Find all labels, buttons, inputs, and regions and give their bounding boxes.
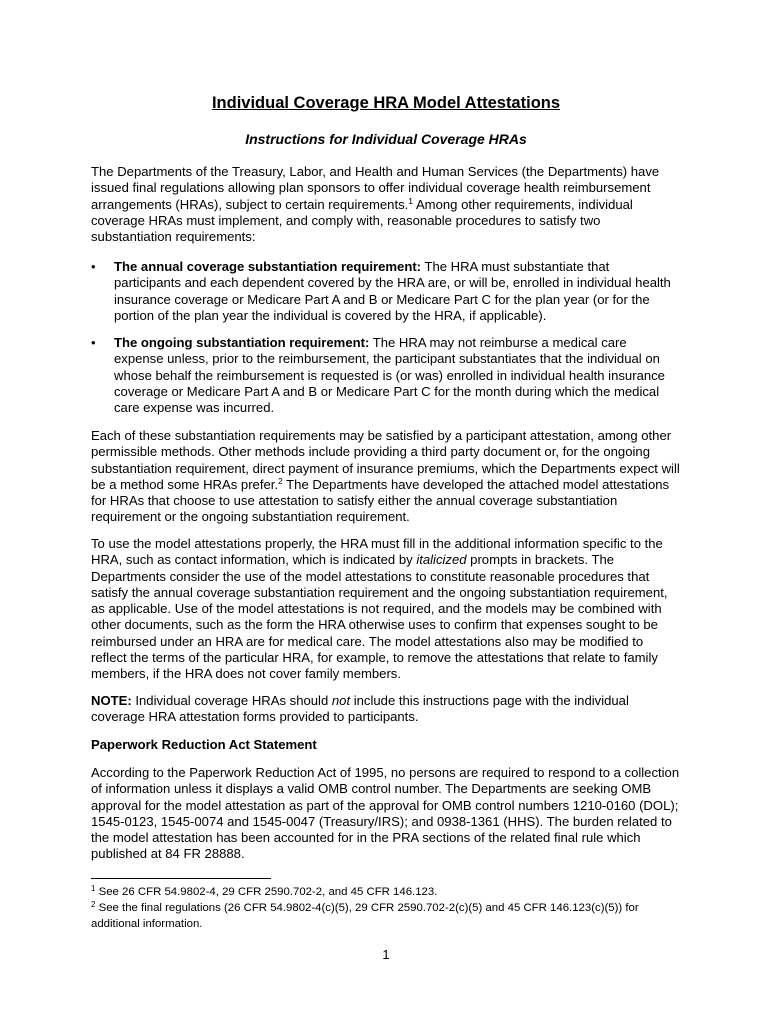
pra-text: According to the Paperwork Reduction Act of 1995, no persons are required to respond to a collection of information unless it displays a valid OMB control number. The Departments are seeking OMB approval for the model attestation as part of the approval for OMB control numbers 1210-0160 (DOL); 1545-0123, 1545-0074 and 1545-0047 (Treasury/IRS); and 0938-1361 (HHS). The burden related to the model attestation has been accounted for in the PRA sections of the related final rule which published at 84 FR 28888.	[91, 765, 680, 862]
page-subtitle: Instructions for Individual Coverage HRAs	[245, 131, 527, 147]
footnote-ref-1: 1	[408, 195, 414, 206]
note-text-2: include this instructions page with the individual coverage HRA attestation forms provided to participants.	[91, 693, 629, 725]
para3-text-2: prompts in brackets. The Departments consider the use of the model attestations to constitute reasonable procedures that satisfy the annual coverage substantiation requirement and the ongoing substantiation requirement, as applicable. Use of the model attestations is not required, and the models may be combined with other documents, such as the form the HRA otherwise uses to confirm that expenses sought to be reimbursed under an HRA are for medical care. The model attestations also may be modified to reflect the terms of the particular HRA, for example, to remove the attestations that relate to family members, if the HRA does not cover family members.	[91, 552, 668, 682]
intro-text: The Departments of the Treasury, Labor, and Health and Human Services (the Departments) have issued final regulations allowing plan sponsors to offer individual coverage health reimbursement arrangements (HRAs), subject to certain requirements.	[91, 164, 660, 212]
footnote-text: See 26 CFR 54.9802-4, 29 CFR 2590.702-2, and 45 CFR 146.123.	[95, 886, 438, 898]
footnote-text: See the final regulations (26 CFR 54.9802-4(c)(5), 29 CFR 2590.702-2(c)(5) and 45 CFR 146.123(c)(5)) for additional information.	[91, 902, 639, 930]
bullet-text: The HRA must substantiate that participants and each dependent covered by the HRA are, or will be, enrolled in individual health insurance coverage or Medicare Part A and B or Medicare Part C for the plan year (or for the portion of the plan year the individual is covered by the HRA, if applicable).	[114, 259, 671, 323]
bullet-icon: •	[91, 335, 96, 350]
pra-heading-text: Paperwork Reduction Act Statement	[91, 737, 317, 752]
bullet-lead: The annual coverage substantiation requirement:	[114, 259, 422, 274]
page-title: Individual Coverage HRA Model Attestations	[211, 94, 561, 112]
pra-heading	[91, 737, 681, 753]
para3-text: To use the model attestations properly, the HRA must fill in the additional information specific to the HRA, such as contact information, which is indicated by	[91, 536, 663, 568]
intro-text-2: Among other requirements, individual coverage HRAs must implement, and comply with, reasonable procedures to satisfy two substantiation requirements:	[91, 196, 633, 245]
pra-paragraph	[91, 765, 681, 863]
bullet-annual-substantiation	[91, 259, 681, 324]
note-italic: not	[331, 693, 351, 708]
footnote-mark: 1	[91, 884, 96, 893]
footnote-1	[91, 885, 681, 901]
footnote-ref-2: 2	[278, 475, 283, 486]
page-number: 1	[382, 947, 390, 962]
bullet-lead: The ongoing substantiation requirement:	[114, 335, 370, 350]
substantiation-paragraph	[91, 428, 681, 526]
note-label: NOTE:	[91, 693, 132, 708]
para2-text: Each of these substantiation requirements may be satisfied by a participant attestation, among other permissible methods. Other methods include providing a third party document or, for the ongoing substantiation requirement, direct payment of insurance premiums, which the Departments expect will be a method some HRAs prefer.	[91, 428, 680, 492]
bullet-ongoing-substantiation	[91, 335, 681, 416]
intro-paragraph	[91, 164, 681, 245]
para3-italic: italicized	[416, 552, 467, 568]
bullet-text: The HRA may not reimburse a medical care expense unless, prior to the reimbursement, the participant substantiates that the individual on whose behalf the reimbursement is requested is (or was) enrolled in individual health insurance coverage or Medicare Part A and B or Medicare Part C for the month during which the medical care expense was incurred.	[114, 335, 665, 416]
footnote-mark: 2	[91, 900, 96, 909]
footnote-divider	[91, 878, 271, 879]
bullet-icon: •	[91, 259, 96, 274]
note-text: Individual coverage HRAs should	[131, 693, 332, 708]
note-paragraph	[91, 693, 681, 726]
model-attestations-paragraph	[91, 536, 681, 683]
footnote-2	[91, 901, 681, 932]
para2-text-2: The Departments have developed the attached model attestations for HRAs that choose to use attestation to satisfy either the annual coverage substantiation requirement or the ongoing substantiation requirement.	[91, 476, 670, 525]
